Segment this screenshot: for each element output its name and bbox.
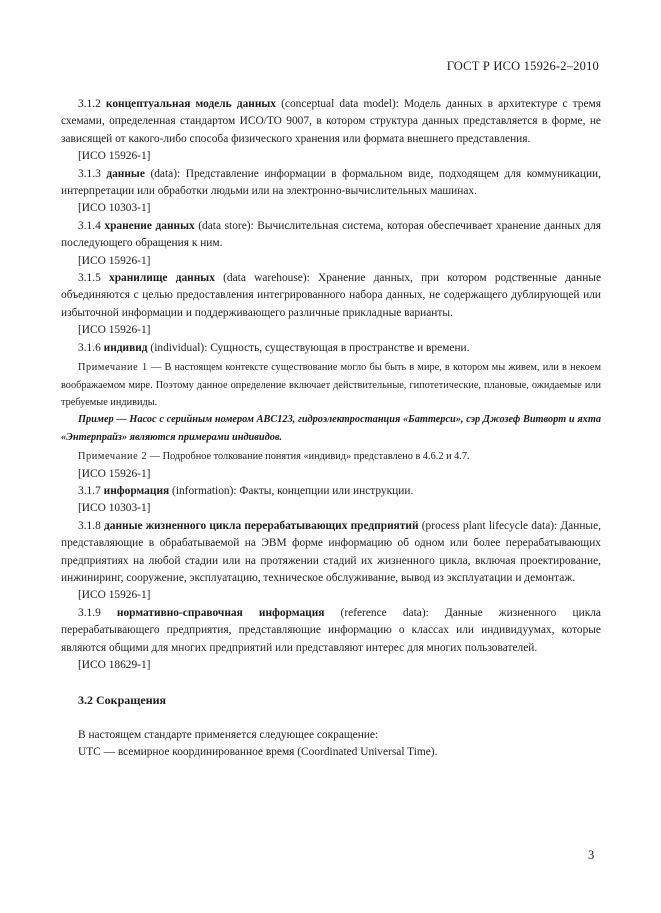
section-title: 3.2 Сокращения [78, 693, 167, 708]
definition-text: (information): Факты, концепции или инструкции. [169, 484, 414, 497]
page-header: ГОСТ Р ИСО 15926-2–2010 [446, 59, 599, 73]
definition-text: (reference data): Данные жизненного цикла перерабатывающего предприятия, представляющие информацию о классах или индивидуумах, которые являются общими для многих предприятий или представляют интерес для многих пользователей. [61, 606, 601, 654]
note-1 [61, 359, 601, 411]
note-2 [61, 448, 601, 465]
definition-3-1-4 [61, 218, 601, 253]
definition-text: (data): Представление информации в формальном виде, подходящем для коммуникации, интерпретации или обработки людьми или на электронно-вычислительных машинах. [61, 167, 601, 198]
definition-text: (individual): Сущность, существующая в пространстве и времени. [147, 341, 470, 354]
definition-source: [ИСО 18629-1] [78, 659, 151, 671]
definition-number: 3.1.9 [78, 606, 101, 619]
definition-number: 3.1.4 [78, 219, 101, 232]
definition-source: [ИСО 15926-1] [78, 150, 151, 163]
definition-source: [ИСО 10303-1] [78, 502, 151, 515]
abbreviation-item: UTC — всемирное координированное время (Coordinated Universal Time). [78, 746, 438, 759]
definition-3-1-8 [61, 518, 601, 588]
note-text: — Подробное толкование понятия «индивид» представлено в 4.6.2 и 4.7. [147, 451, 470, 463]
definition-term: индивид [103, 341, 148, 354]
definition-number: 3.1.7 [78, 484, 101, 497]
note-label: Примечание 2 [78, 451, 148, 463]
definition-source: [ИСО 10303-1] [78, 202, 151, 215]
definition-number: 3.1.8 [78, 519, 101, 532]
definition-term: информация [103, 484, 170, 497]
definition-term: концептуальная модель данных [105, 98, 277, 110]
definition-source: [ИСО 15926-1] [78, 589, 151, 602]
abbreviations-intro: В настоящем стандарте применяется следующее сокращение: [78, 728, 379, 741]
definition-3-1-6 [61, 340, 601, 357]
definition-term: хранилище данных [109, 272, 215, 285]
definition-number: 3.1.6 [78, 341, 101, 354]
definition-3-1-7 [61, 483, 601, 500]
definition-term: нормативно-справочная информация [116, 606, 325, 619]
definition-3-1-2 [61, 96, 601, 148]
note-label: Примечание 1 [78, 362, 148, 374]
example: Пример — Насос с серийным номером ABC123, гидроэлектростанция «Баттерси», сэр Джозеф Витворт и яхта «Энтерпрайз» являются примерами индивидов. [61, 414, 601, 443]
definition-term: хранение данных [104, 219, 195, 232]
definition-source: [ИСО 15926-1] [78, 324, 151, 337]
note-text: — В настоящем контексте существование могло бы быть в мире, в котором мы живем, или в некоем воображаемом мире. Поэтому данное определение включает действительные, гипотетические, плановые, ожидаемые или требуемые индивиды. [61, 362, 602, 408]
definition-text: (data warehouse): Хранение данных, при котором родственные данные объединяются с целью предоставления интегрированного набора данных, не содержащего дублирующей или избыточной информации и поддерживающего различные прикладные варианты. [61, 272, 601, 319]
definition-term: данные жизненного цикла перерабатывающих предприятий [104, 519, 419, 532]
definition-number: 3.1.3 [78, 167, 101, 180]
definition-term: данные [106, 167, 145, 180]
definition-text: (data store): Вычислительная система, которая обеспечивает хранение данных для последующего обращения к ним. [61, 219, 602, 250]
definition-text: (conceptual data model): Модель данных в архитектуре с тремя схемами, определенная стандартом ИСО/ТО 9007, в котором структура данных представляется в форме, не зависящей от какого-либо способа физического хранения или формата внешнего представления. [61, 98, 601, 145]
definition-text: (process plant lifecycle data): Данные, представляющие в обрабатываемой на ЭВМ форме информацию об одном или более перерабатывающих предприятиях на любой стадии или на протяжении стадий их жизненного цикла, включая проектирование, инжиниринг, сооружение, эксплуатацию, техническое обслуживание, вывод из эксплуатации и демонтаж. [61, 519, 601, 584]
definition-source: [ИСО 15926-1] [78, 254, 151, 267]
definition-3-1-3 [61, 166, 601, 201]
definition-3-1-5 [61, 270, 601, 322]
page-number: 3 [588, 848, 595, 862]
definition-source: [ИСО 15926-1] [78, 467, 151, 480]
page-content [61, 96, 601, 762]
definition-number: 3.1.2 [78, 98, 101, 110]
definition-3-1-9 [61, 605, 601, 657]
definition-number: 3.1.5 [78, 272, 101, 285]
